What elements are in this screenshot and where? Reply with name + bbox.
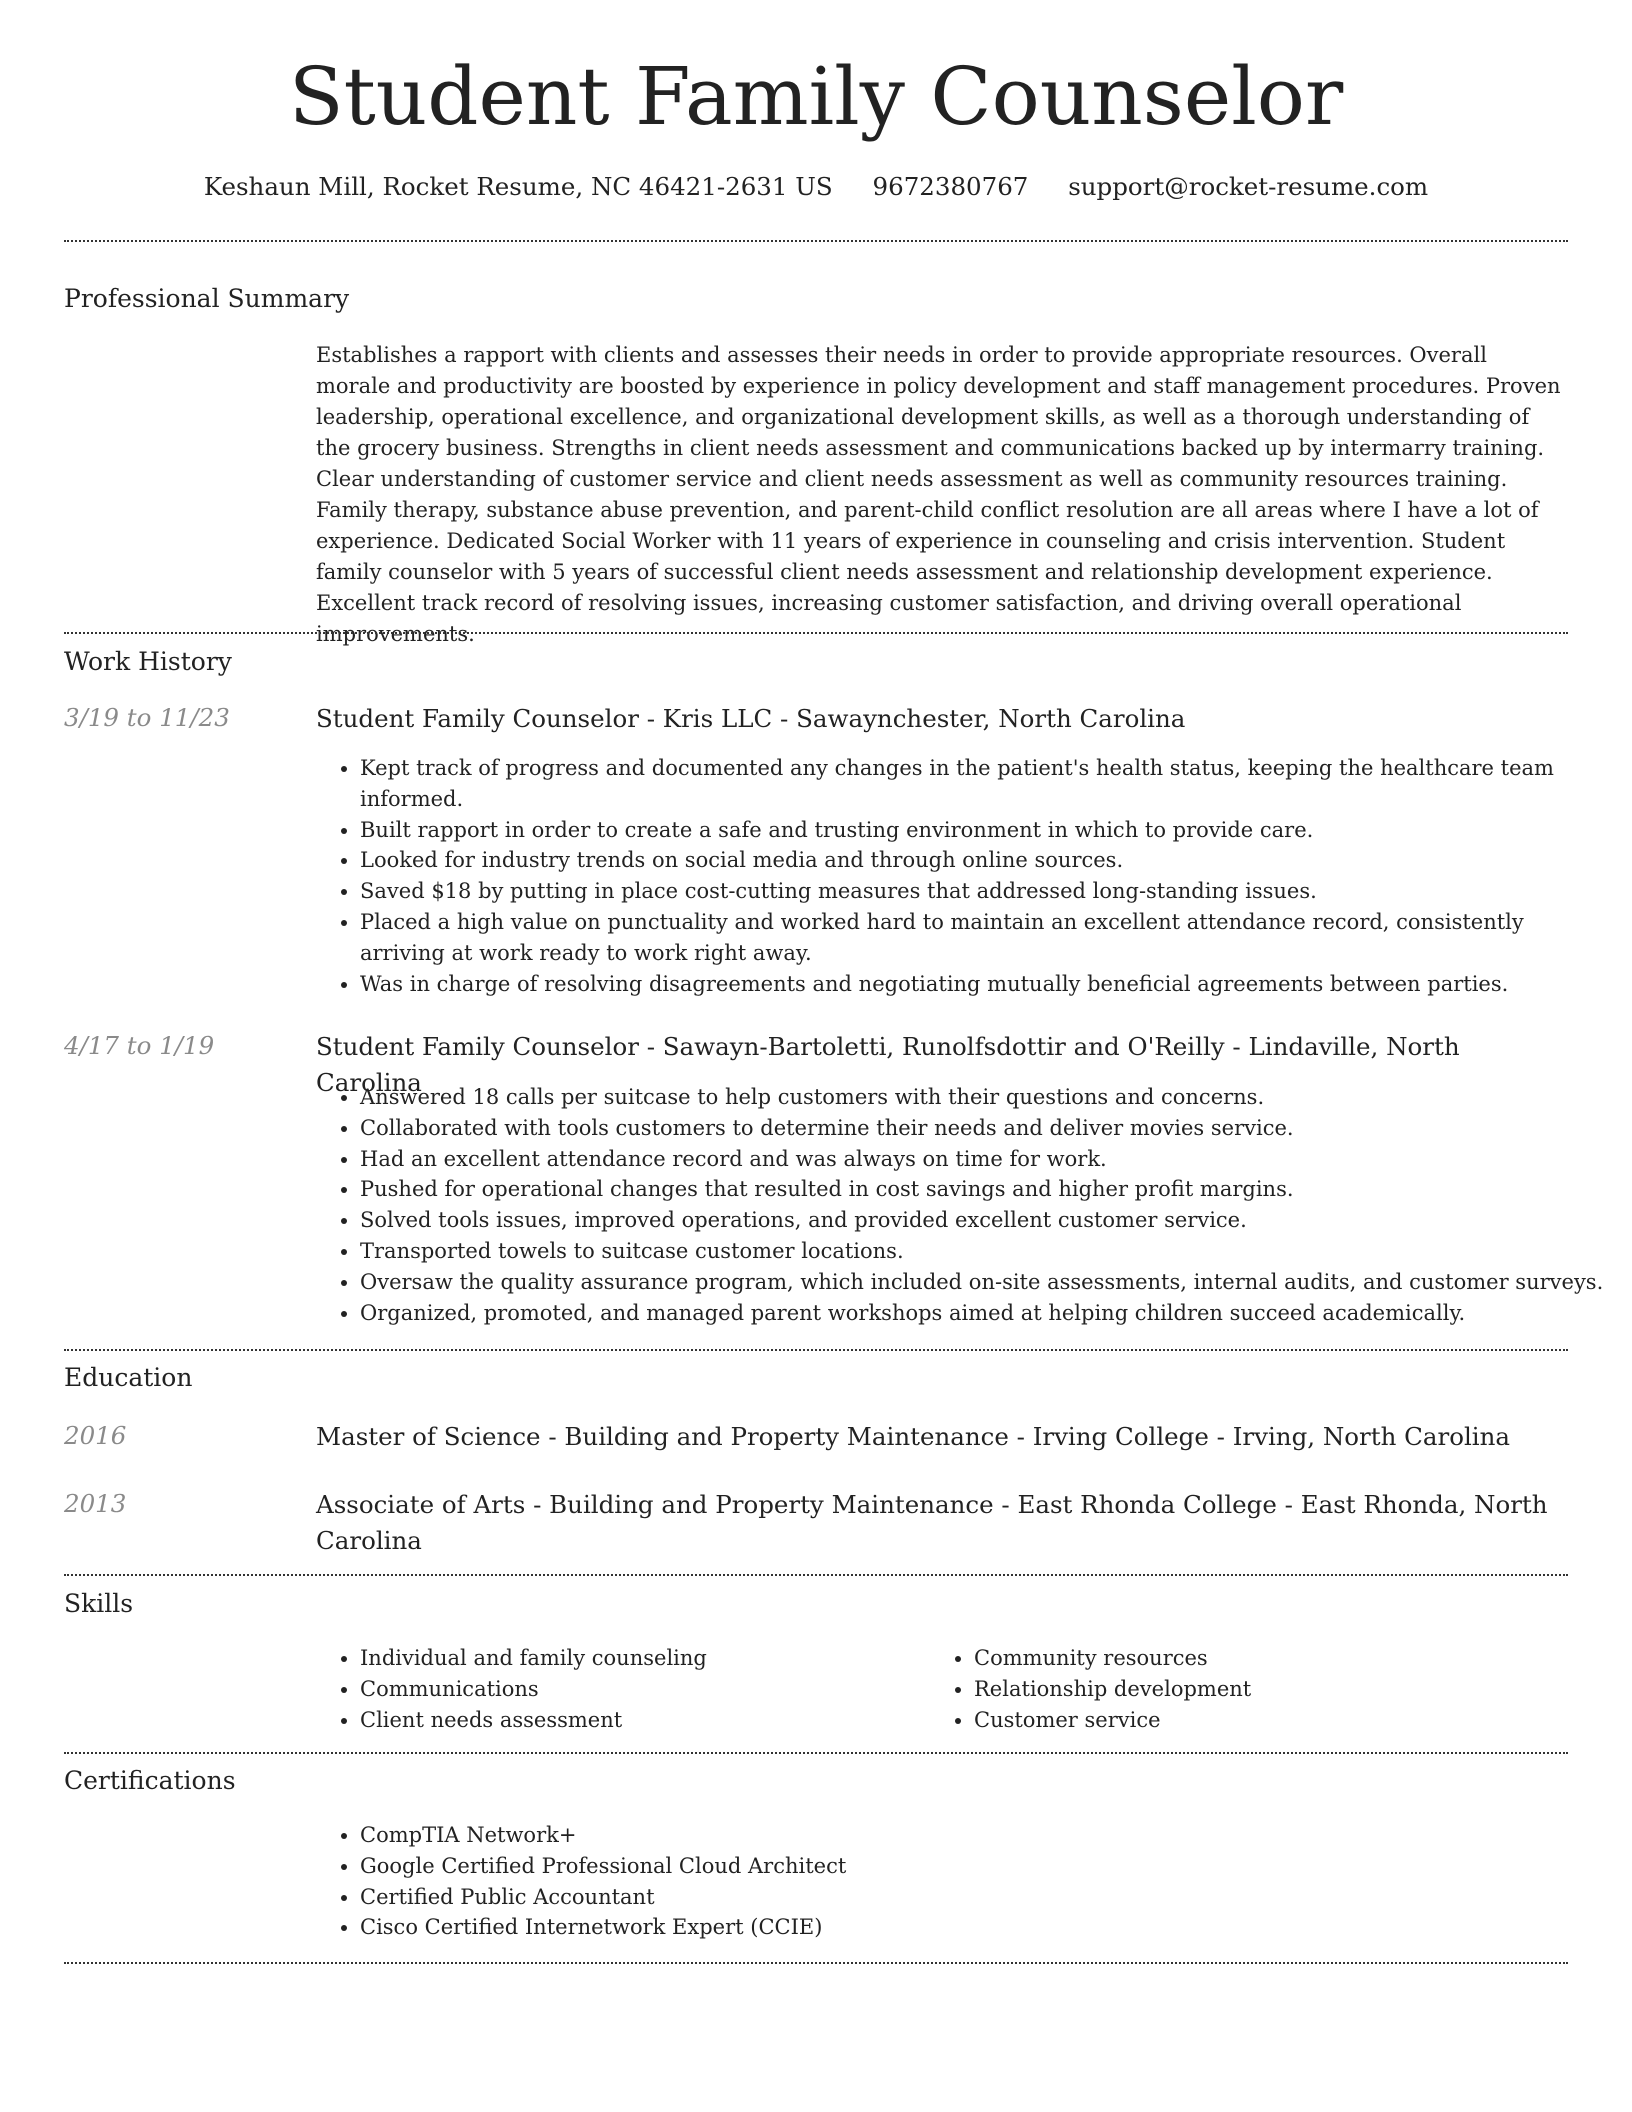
education-entry [316,1487,1566,1559]
contact-phone: 9672380767 [872,172,1029,201]
list-item: • Looked for industry trends on social media and through online sources. [360,845,1610,876]
skill-item: • Individual and family counseling [360,1643,960,1674]
degree: Master of Science - Building and Property Maintenance [316,1422,1009,1451]
skills-list-right [930,1643,1574,1735]
list-item: • Had an excellent attendance record and was always on time for work. [360,1144,1610,1175]
job-title: Student Family Counselor [316,704,639,733]
job-bullets [316,753,1610,999]
list-item: • Organized, promoted, and managed parent workshops aimed at helping children succeed academically. [360,1298,1610,1329]
summary-text: Establishes a rapport with clients and assesses their needs in order to provide appropriate resources. Overall morale and productivity are boosted by experience in policy development and staff management procedures. Proven leadership, operational excellence, and organizational development skills, as well as a thorough understanding of the grocery business. Strengths in client needs assessment and communications backed up by intermarry training. Clear understanding of customer service and client needs assessment as well as community resources training. Family therapy, substance abuse prevention, and parent-child conflict resolution are all areas where I have a lot of experience. Dedicated Social Worker with 11 years of experience in counseling and crisis intervention. Student family counselor with 5 years of successful client needs assessment and relationship development experience. Excellent track record of resolving issues, increasing customer satisfaction, and driving overall operational improvements. [316,343,1561,646]
education-year: 2016 [64,1421,127,1450]
education-entry [316,1419,1566,1455]
skill-item: • Customer service [974,1705,1574,1736]
skill-item: • Communications [360,1674,960,1705]
list-item: • Oversaw the quality assurance program, which included on-site assessments, internal audits, and customer surveys. [360,1267,1610,1298]
divider [64,1962,1568,1964]
skill-item: • Relationship development [974,1674,1574,1705]
list-item: • Pushed for operational changes that resulted in cost savings and higher profit margins. [360,1174,1610,1205]
certification-item: • Google Certified Professional Cloud Architect [360,1851,1610,1882]
list-item: • Placed a high value on punctuality and worked hard to maintain an excellent attendance record, consistently arriving at work ready to work right away. [360,907,1610,969]
summary-heading: Professional Summary [64,284,350,313]
certification-item: • Certified Public Accountant [360,1882,1610,1913]
divider [64,632,1568,634]
job-dates: 3/19 to 11/23 [64,703,230,732]
work-history-heading: Work History [64,647,232,676]
skill-item: • Client needs assessment [360,1705,960,1736]
job-company: - Sawayn-Bartoletti, Runolfsdottir and O'Reilly - Lindaville, North Carolina [316,1032,1460,1097]
education-heading: Education [64,1363,193,1392]
list-item: • Kept track of progress and documented any changes in the patient's health status, keeping the healthcare team informed. [360,753,1610,815]
list-item: • Was in charge of resolving disagreements and negotiating mutually beneficial agreements between parties. [360,969,1610,1000]
resume-title: Student Family Counselor [288,50,1344,143]
school: - Irving College - Irving, North Carolina [1008,1422,1511,1451]
job-company: - Kris LLC - Sawaynchester, North Carolina [638,704,1186,733]
certifications-list [316,1820,1610,1943]
certification-item: • CompTIA Network+ [360,1820,1610,1851]
list-item: • Transported towels to suitcase customer locations. [360,1236,1610,1267]
divider [64,1574,1568,1576]
skills-heading: Skills [64,1589,134,1618]
job-title: Student Family Counselor [316,1032,639,1061]
divider [64,240,1568,242]
contact-line [0,172,1632,201]
education-year: 2013 [64,1489,127,1518]
certifications-heading: Certifications [64,1766,236,1795]
list-item: • Solved tools issues, improved operations, and provided excellent customer service. [360,1205,1610,1236]
job-title-line [316,701,1566,737]
school: - East Rhonda College - East Rhonda, North Carolina [316,1490,1548,1555]
list-item: • Answered 18 calls per suitcase to help customers with their questions and concerns. [360,1082,1610,1113]
list-item: • Collaborated with tools customers to determine their needs and deliver movies service. [360,1113,1610,1144]
contact-address: Keshaun Mill, Rocket Resume, NC 46421-2631 US [203,172,833,201]
skills-list-left [316,1643,960,1735]
divider [64,1349,1568,1351]
job-bullets [316,1082,1610,1328]
list-item: • Saved $18 by putting in place cost-cutting measures that addressed long-standing issues. [360,876,1610,907]
skill-item: • Community resources [974,1643,1574,1674]
contact-email: support@rocket-resume.com [1068,172,1429,201]
job-dates: 4/17 to 1/19 [64,1031,215,1060]
list-item: • Built rapport in order to create a safe and trusting environment in which to provide care. [360,815,1610,846]
degree: Associate of Arts - Building and Property Maintenance [316,1490,994,1519]
divider [64,1752,1568,1754]
certification-item: • Cisco Certified Internetwork Expert (CCIE) [360,1912,1610,1943]
